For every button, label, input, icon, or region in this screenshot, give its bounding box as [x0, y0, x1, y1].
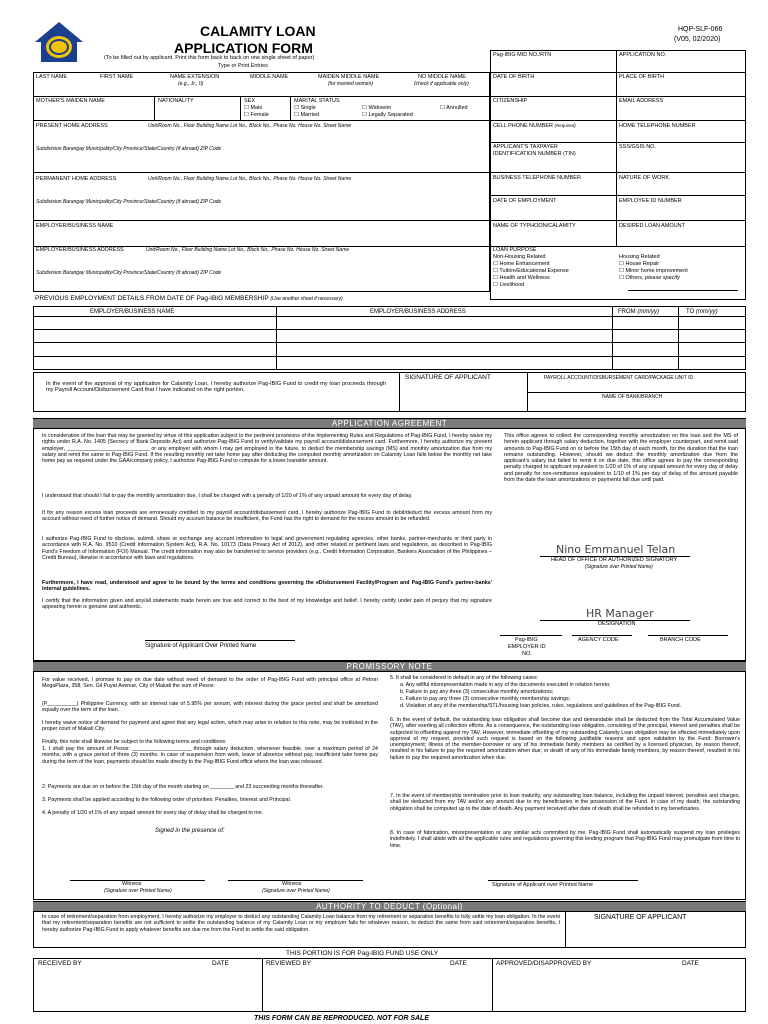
form-title-line1: CALAMITY LOAN: [200, 23, 316, 39]
cell-phone-label: CELL PHONE NUMBER (Required): [493, 123, 576, 129]
witness-2-note: (Signature over Printed Name): [262, 888, 330, 894]
date-of-employment-label: DATE OF EMPLOYMENT: [493, 198, 557, 204]
application-agreement-band: APPLICATION AGREEMENT: [33, 418, 746, 429]
designation-label: DESIGNATION: [598, 621, 636, 627]
bank-branch-field[interactable]: [530, 401, 744, 411]
purpose-minor-improvement[interactable]: ☐ Minor home improvement: [619, 268, 688, 274]
permanent-address-line1: Unit/Room No., Floor Building Name Lot No., Block No., Phase No. House No. Street Name: [148, 176, 352, 182]
form-code: HQP-SLF-066: [678, 26, 723, 33]
present-address-label: PRESENT HOME ADDRESS: [36, 123, 108, 129]
promissory-line-1: For value received, I promise to pay on due date without need of demand to the order of Pag-IBIG Fund with principal office at Petron MegaPlaza, 358, Sen. Gil Puyat Avenue, City of Makati the sum of Pesos:: [42, 677, 378, 690]
designation-value: HR Manager: [586, 607, 654, 620]
witness-1-label: Witness: [122, 881, 142, 887]
purpose-health[interactable]: ☐ Health and Wellness: [493, 275, 550, 281]
date-of-employment-field[interactable]: [491, 207, 615, 219]
employer-address-field[interactable]: [34, 256, 489, 270]
mid-number-field[interactable]: [491, 61, 615, 71]
housing-label: Housing Related: [619, 254, 660, 260]
name-extension-note: (e.g., Jr., II): [178, 81, 204, 87]
name-extension-label: NAME EXTENSION: [170, 74, 220, 80]
authorized-signatory-label: HEAD OF OFFICE OR AUTHORIZED SIGNATORY: [551, 557, 678, 563]
purpose-livelihood[interactable]: ☐ Livelihood: [493, 282, 525, 288]
application-no-label: APPLICATION NO.: [619, 52, 667, 58]
employer-name-label: EMPLOYER/BUSINESS NAME: [36, 223, 114, 229]
witness-2-label: Witness: [282, 881, 302, 887]
payroll-authorization-text: In the event of the approval of my application for Calamity Loan, I hereby authorize Pag-IBIG Fund to credit my loan proceeds through my Payroll Account/Disbursement Card that I have indicated on the right portion.: [46, 381, 386, 394]
desired-loan-amount-field[interactable]: [617, 232, 745, 245]
marital-legally-separated-option[interactable]: ☐ Legally Separated: [362, 112, 413, 118]
reviewed-date-label: DATE: [450, 960, 467, 967]
prev-col-employer-address: EMPLOYER/BUSINESS ADDRESS: [370, 309, 466, 315]
maiden-note: (for married women): [328, 81, 374, 87]
reviewed-by-label: REVIEWED BY: [266, 960, 312, 967]
previous-employment-rows[interactable]: [34, 317, 745, 369]
typhoon-name-label: NAME OF TYPHOON/CALAMITY: [493, 223, 576, 229]
home-telephone-field[interactable]: [617, 131, 745, 141]
promissory-applicant-signature-label: Signature of Applicant over Printed Name: [492, 882, 593, 888]
home-telephone-label: HOME TELEPHONE NUMBER: [619, 123, 696, 129]
date-of-birth-label: DATE OF BIRTH: [493, 74, 535, 80]
authority-signature-label: SIGNATURE OF APPLICANT: [594, 914, 687, 921]
authority-signature-field[interactable]: [567, 924, 745, 947]
non-housing-label: Non-Housing Related: [493, 254, 546, 260]
permanent-address-line2: Subdivision Barangay Municipality/City Province/State/Country (if abroad) ZIP Code: [36, 199, 222, 205]
citizenship-label: CITIZENSHIP: [493, 98, 528, 104]
promissory-line-2: (P__________) Philippine Currency, with an interest rate of 5.95% per annum, with interest during the grace period and shall be amortized equally over the term of the loan.: [42, 701, 378, 714]
purpose-home-enhancement[interactable]: ☐ Home Enhancement: [493, 261, 550, 267]
promissory-right-8: 8. In case of fabrication, misrepresentation or any similar acts committed by me, Pag-IBIG Fund shall automatically suspend my loan privileges indefinitely. I shall abide with all the applicable rules and regulations governing this lending program that Pag-IBIG Fund may promulgate from time to time.: [390, 830, 740, 849]
no-middle-name-label: NO MIDDLE NAME: [418, 74, 466, 80]
marital-married-option[interactable]: ☐ Married: [294, 112, 320, 118]
pagibig-logo: [33, 20, 85, 64]
received-by-field[interactable]: [34, 970, 261, 1011]
promissory-applicant-signature-field[interactable]: [488, 866, 638, 880]
house-logo-icon: [33, 20, 85, 64]
bank-branch-label: NAME OF BANK/BRANCH: [602, 394, 663, 400]
marital-annulled-option[interactable]: ☐ Annulled: [440, 105, 468, 111]
approved-date-label: DATE: [682, 960, 699, 967]
authorized-signatory-name: Nino Emmanuel Telan: [556, 543, 676, 556]
approved-by-field[interactable]: [493, 970, 745, 1011]
agency-code-field[interactable]: [572, 626, 632, 635]
employer-name-field[interactable]: [34, 232, 489, 245]
date-of-birth-field[interactable]: [491, 83, 615, 95]
employer-address-line2: Subdivision Barangay Municipality/City Province/State/Country (if abroad) ZIP Code: [36, 270, 222, 276]
agency-code-label: AGENCY CODE: [578, 637, 619, 643]
place-of-birth-label: PLACE OF BIRTH: [619, 74, 665, 80]
employee-id-field[interactable]: [617, 207, 745, 219]
authority-to-deduct-text: In case of retirement/separation from employment, I hereby authorize my employer to deduct any outstanding Calamity Loan balance from my retirement or separation benefits to fully settle my loan obligation. In the event that my retirement/separation benefits are not sufficient to settle the outstanding balance of my Calamity Loan or my employer fails for whatever reason, to deduct the same from said retirement/separation benefits, I hereby authorize Pag-IBIG Fund to apply whatever benefits are due me from the Fund to settle the said obligation.: [42, 914, 560, 933]
promissory-condition-2: 2. Payments are due on or before the 15th day of the month starting on ________ and 23 succeeding months thereafter.: [42, 784, 324, 790]
sex-female-option[interactable]: ☐ Female: [244, 112, 269, 118]
permanent-address-field[interactable]: [34, 185, 489, 199]
payroll-account-label: PAYROLL ACCOUNT/DISBURSEMENT CARD/PACKAGE UNIT ID: [544, 375, 694, 381]
agreement-paragraph-2: I understand that should I fail to pay the monthly amortization due, I shall be charged with a penalty of 1/20 of 1% of any unpaid amount for every day of delay.: [42, 493, 413, 499]
payroll-signature-field[interactable]: [400, 384, 526, 410]
last-name-label: LAST NAME: [36, 74, 68, 80]
agreement-paragraph-6: I certify that the information given and any/all statements made herein are true and correct to the best of my knowledge and belief. I hereby certify under pain of perjury that my signature appearing herein is genuine and authentic.: [42, 598, 492, 611]
authorized-signatory-note: (Signature over Printed Name): [585, 564, 653, 570]
email-field[interactable]: [617, 107, 745, 119]
tin-label-2: IDENTIFICATION NUMBER (TIN): [493, 151, 576, 157]
received-date-label: DATE: [212, 960, 229, 967]
prev-col-to: TO (mm/yy): [686, 309, 718, 315]
witness-1-signature-field[interactable]: [70, 868, 205, 880]
sex-male-option[interactable]: ☐ Male: [244, 105, 263, 111]
promissory-right-5c: c. Failure to pay any three (3) consecutive monthly membership savings;: [400, 696, 571, 702]
promissory-condition-1: 1. I shall pay the amount of Pesos: ____________________ through salary deduction, whenever feasible, over a maximum period of 24 months, with a grace period of three (3) months. In case of suspension from work, leave of absence without pay, insufficient take home pay during the term of the loan, payments should be made directly to the Pag-IBIG Fund office where the loan was released.: [42, 746, 378, 765]
agreement-paragraph-5: Furthermore, I have read, understood and agree to be bound by the terms and conditions governing the eDisbursement Facility/Program and Pag-IBIG Fund's partner-banks' internal guidelines.: [42, 580, 492, 593]
received-by-label: RECEIVED BY: [38, 960, 82, 967]
branch-code-field[interactable]: [648, 626, 728, 635]
payroll-signature-label: SIGNATURE OF APPLICANT: [405, 374, 491, 381]
business-telephone-label: BUSINESS TELEPHONE NUMBER: [493, 175, 581, 181]
promissory-condition-4: 4. A penalty of 1/20 of 1% of any unpaid amount for every day of delay shall be charged to me.: [42, 810, 264, 816]
tin-field[interactable]: [491, 160, 615, 171]
sex-label: SEX: [244, 98, 256, 104]
middle-name-label: MIDDLE NAME: [250, 74, 289, 80]
authority-to-deduct-band: AUTHORITY TO DEDUCT (Optional): [33, 901, 746, 912]
employee-id-label: EMPLOYEE ID NUMBER: [619, 198, 682, 204]
promissory-right-5: 5. It shall be considered in default in any of the following cases:: [390, 675, 539, 681]
previous-employment-title: PREVIOUS EMPLOYMENT DETAILS FROM DATE OF Pag-IBIG MEMBERSHIP (Use another sheet if necessary): [35, 295, 343, 302]
employer-id-label-2: EMPLOYER ID: [508, 644, 546, 650]
approved-by-label: APPROVED/DISAPPROVED BY: [496, 960, 592, 967]
application-no-field[interactable]: [617, 61, 745, 71]
mid-number-label: Pag-IBIG MID NO./RTN: [493, 52, 552, 58]
promissory-right-5d: d. Violation of any of the membership/STL/housing loan policies, rules, regulations and guidelines of the Pag-IBIG Fund.: [400, 703, 682, 709]
nature-of-work-field[interactable]: [617, 183, 745, 194]
agreement-paragraph-4: I authorize Pag-IBIG Fund to disclose, submit, share or exchange any account information to legal and government regulating agencies, other banks, partner-merchants or third party in accordance with R.A. No. 9510 (Credit Information System Act), R.A. No. 10173 (Data Privacy Act of 2012), and other related or pertinent laws and regulations, as described in Pag-IBIG Fund's Freedom of Information (FOI) Manual. The credit information may also be transferred to service providers (e.g., Credit Information Corporation, Bankers Association of the Philippines – Credit Bureau), likewise in accordance with laws and regulations.: [42, 536, 492, 561]
citizenship-field[interactable]: [491, 107, 615, 119]
prev-col-from: FROM (mm/yy): [618, 309, 660, 315]
promissory-line-3: I hereby waive notice of demand for payment and agree that any legal action, which may arise in relation to this note, may be instituted in the proper court of Makati City.: [42, 720, 378, 733]
sss-gsis-field[interactable]: [617, 152, 745, 171]
promissory-line-4: Finally, this note shall likewise be subject to the following terms and conditions:: [42, 739, 227, 745]
form-title-line2: APPLICATION FORM: [174, 40, 313, 56]
reviewed-by-field[interactable]: [263, 970, 491, 1011]
marital-single-option[interactable]: ☐ Single: [294, 105, 316, 111]
name-fields-row[interactable]: [34, 88, 489, 95]
tin-label: APPLICANT'S TAXPAYER: [493, 144, 558, 150]
present-address-line1: Unit/Room No., Floor Building Name Lot No., Block No., Phase No. House No. Street Name: [148, 123, 352, 129]
fund-use-only-title: THIS PORTION IS FOR Pag-IBIG FUND USE ONLY: [286, 950, 439, 957]
email-label: EMAIL ADDRESS: [619, 98, 664, 104]
agreement-paragraph-1: In consideration of the loan that may be granted by virtue of this application subject to the pertinent provisions of the Implementing Rules and Regulations of Pag-IBIG Fund, I hereby waive my rights under R.A. No. 1405 (Secrecy of Bank Deposits Act) and authorize Pag-IBIG Fund to verify/validate my payroll account/disbursement card. Furthermore, I hereby authorize my present employer, ____________________________ or any employer with whom I may get employed in the future, to deduct the membership savings (MS) and monthly amortization due from my salary and remit the same to Pag-IBIG Fund. If the resulting monthly net take home pay after deducting the computed monthly amortization on Calamity Loan falls below the monthly net take home pay as required under the GAA/company policy, I authorize Pag-IBIG Fund to compute for a lower loanable amount.: [42, 433, 492, 465]
employer-address-label: EMPLOYER/BUSINESS ADDRESS: [36, 247, 124, 253]
first-name-label: FIRST NAME: [100, 74, 134, 80]
desired-loan-amount-label: DESIRED LOAN AMOUNT: [619, 223, 686, 229]
witness-1-note: (Signature over Printed Name): [104, 888, 172, 894]
promissory-right-5b: b. Failure to pay any three (3) consecutive monthly amortizations;: [400, 689, 554, 695]
employer-address-line1: Unit/Room No., Floor Building Name Lot No., Block No., Phase No. House No. Street Name: [146, 247, 350, 253]
purpose-others[interactable]: ☐ Others, please specify: [619, 275, 680, 281]
prev-col-employer-name: EMPLOYER/BUSINESS NAME: [90, 309, 175, 315]
purpose-house-repair[interactable]: ☐ House Repair: [619, 261, 660, 267]
agreement-applicant-signature-label: Signature of Applicant Over Printed Name: [145, 643, 257, 649]
present-address-field[interactable]: [34, 132, 489, 146]
place-of-birth-field[interactable]: [617, 83, 745, 95]
nature-of-work-label: NATURE OF WORK: [619, 175, 670, 181]
marital-widower-option[interactable]: ☐ Widow/er: [362, 105, 392, 111]
payroll-account-field[interactable]: [530, 382, 744, 392]
employer-id-label-3: NO.: [522, 651, 532, 657]
sss-gsis-label: SSS/GSIS NO.: [619, 144, 656, 150]
no-middle-name-note: (check if applicable only): [414, 81, 469, 87]
branch-code-label: BRANCH CODE: [660, 637, 701, 643]
promissory-condition-3: 3. Payments shall be applied according to the following order of priorities: Penalties, Interest and Principal.: [42, 797, 292, 803]
cell-phone-field[interactable]: [491, 131, 615, 141]
employer-id-field[interactable]: [500, 626, 562, 635]
employer-id-label: Pag-IBIG: [515, 637, 538, 643]
nationality-label: NATIONALITY: [158, 98, 194, 104]
purpose-tuition[interactable]: ☐ Tuition/Educational Expense: [493, 268, 569, 274]
signed-in-presence-label: Signed in the presence of:: [155, 828, 225, 834]
permanent-address-label: PERMANENT HOME ADDRESS: [36, 176, 117, 182]
business-telephone-field[interactable]: [491, 183, 615, 194]
present-address-line2: Subdivision Barangay Municipality/City Province/State/Country (if abroad) ZIP Code: [36, 146, 222, 152]
maiden-middle-name-label: MAIDEN MIDDLE NAME: [318, 74, 380, 80]
promissory-right-6: 6. In the event of default, the outstanding loan obligation shall become due and demandable shall be deducted from the Total Accumulated Value (TAV), after exerting all collection efforts. As a consequence, the outstanding loan obligation, consisting of the principal, interest and penalties shall be subjected to offsetting against my TAV. However, immediate offsetting of my outstanding Calamity Loan obligation may be effected immediately upon approval of my request, provided such request is based on the following justifiable reasons and upon validation by the Fund: Borrower's unemployment; illness of the member-borrower or any of his immediate family members as certified by a licensed physician, by reason thereof, resulted in his failure to pay the required amortization when due; or death of any of his immediate family members, by reason thereof, resulted in his failure to pay the required amortization when due.: [390, 717, 740, 761]
agreement-applicant-signature-field[interactable]: [145, 626, 295, 639]
form-footer: THIS FORM CAN BE REPRODUCED. NOT FOR SALE: [254, 1015, 430, 1022]
form-instruction-2: Type or Print Entries: [218, 63, 268, 69]
promissory-note-band: PROMISSORY NOTE: [33, 661, 746, 672]
promissory-right-7: 7. In the event of membership termination prior to loan maturity, any outstanding loan balance, including the unpaid interest, penalties and charges, shall be deducted from my TAV and/or any amount due to my beneficiaries in the possession of the Fund. In case of my death, the outstanding obligation shall be computed up to the date of death. Any payment received after date of death shall be refunded to my beneficiaries.: [390, 793, 740, 812]
agreement-paragraph-3: If for any reason excess loan proceeds are erroneously credited to my payroll account/disbursement card, I hereby authorize Pag-IBIG Fund to debit/deduct the excess amount from my account without need of further notice of demand. Should my account balance be insufficient, the Fund has the right to demand for the excess amount to be refunded.: [42, 510, 492, 523]
mothers-maiden-name-label: MOTHER'S MAIDEN NAME: [36, 98, 105, 104]
marital-status-label: MARITAL STATUS: [294, 98, 340, 104]
employer-agreement-text: This office agrees to collect the corresponding monthly amortization on this loan and the MS of herein applicant through salary deduction, together with the employer counterpart, and remit said amounts to Pag-IBIG Fund on or before the 15th day of each month, for the duration that the loan remains outstanding. However, should we deduct the monthly amortization due from the applicant's salary but failed to remit it on due date, this office agrees to pay the corresponding penalty charged to applicant equivalent to 1/20 of 1% of any unpaid amount for every day of delay and penalty for non-remittance equivalent to 1/10 of 1% per day of delay of the amount payable from the date the loan amortizations or payments fall due until paid.: [504, 433, 738, 484]
typhoon-name-field[interactable]: [491, 232, 615, 245]
promissory-right-5a: a. Any willful misrepresentation made in any of the documents executed in relation hereto;: [400, 682, 611, 688]
form-version: (V05, 02/2020): [674, 36, 721, 43]
loan-purpose-label: LOAN PURPOSE: [493, 247, 537, 253]
witness-2-signature-field[interactable]: [228, 868, 363, 880]
form-instruction: (To be filled out by applicant. Print this form back to back on one single sheet of paper): [104, 55, 315, 61]
